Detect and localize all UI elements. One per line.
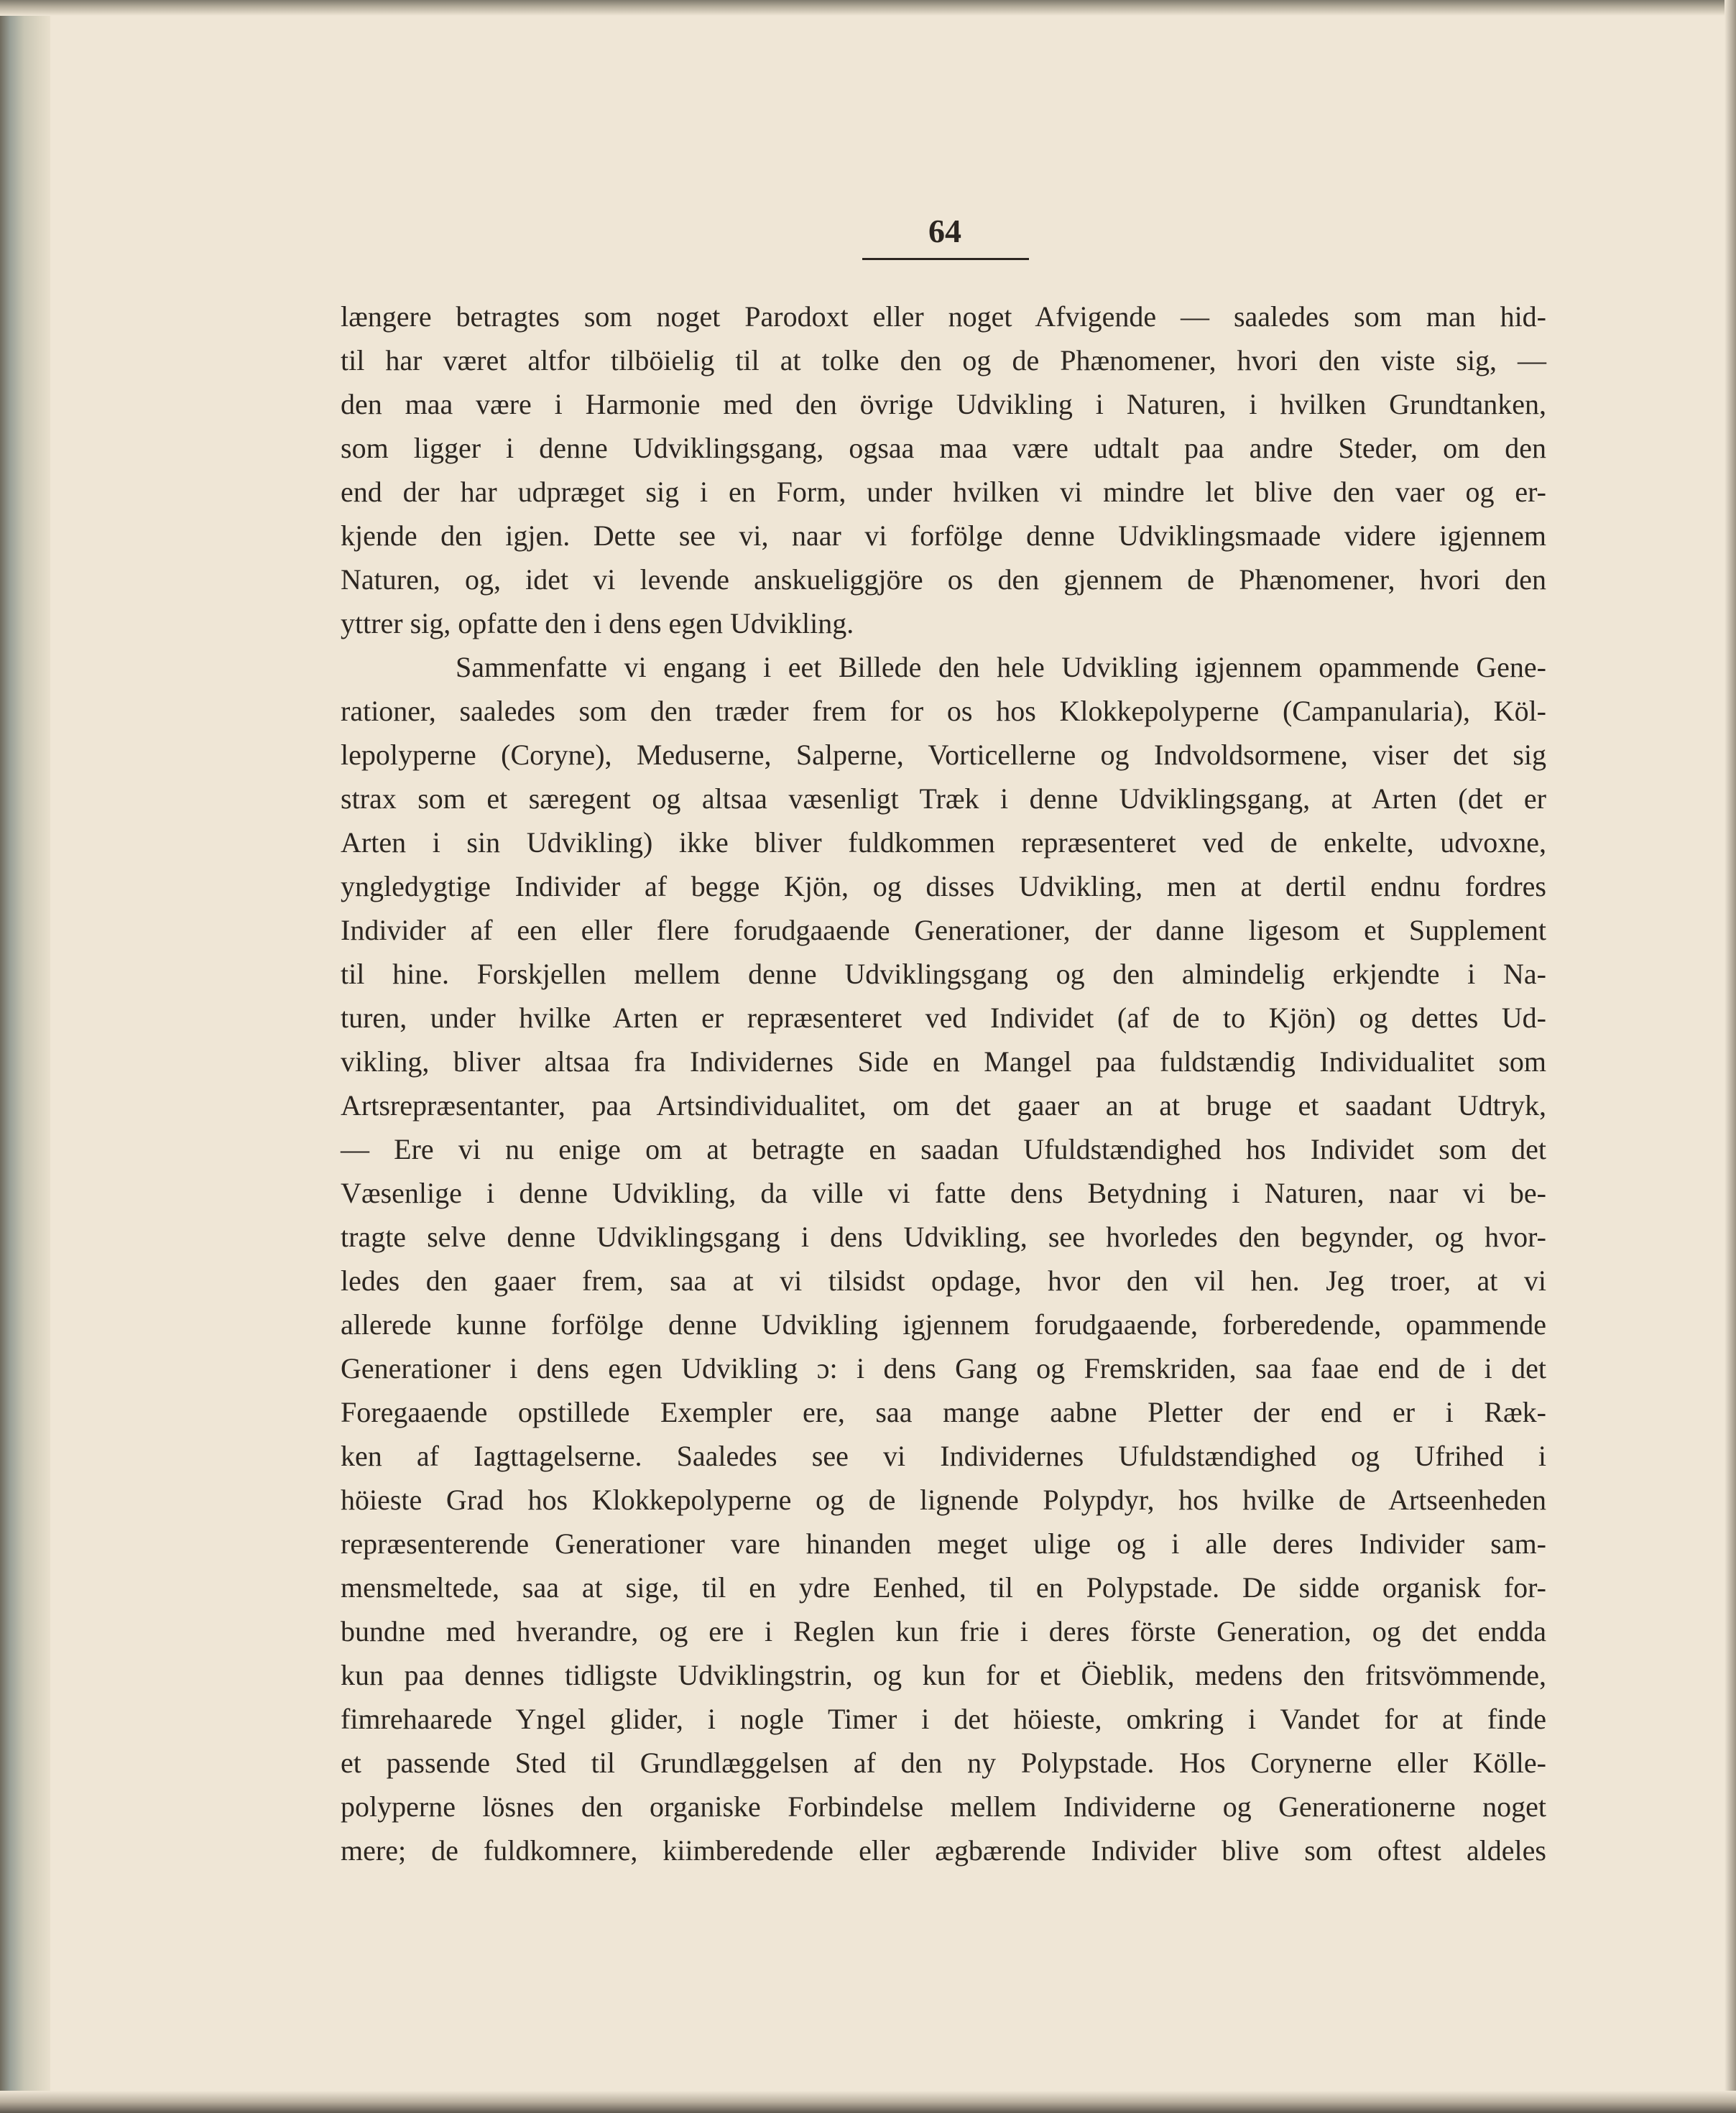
text-line: Foregaaende opstillede Exempler ere, saa mange aabne Pletter der end er i Ræk- (341, 1396, 1546, 1428)
text-line: Naturen, og, idet vi levende anskueliggjöre os den gjennem de Phænomener, hvori den (341, 563, 1546, 596)
text-line: Individer af een eller flere forudgaaende Generationer, der danne ligesom et Supplement (341, 914, 1546, 946)
text-line: et passende Sted til Grundlæggelsen af den ny Polypstade. Hos Corynerne eller Kölle- (341, 1747, 1546, 1779)
text-line: tragte selve denne Udviklingsgang i dens Udvikling, see hvorledes den begynder, og hvor- (341, 1221, 1546, 1253)
text-line: allerede kunne forfölge denne Udvikling igjennem forudgaaende, forberedende, opammende (341, 1308, 1546, 1341)
book-spine-edge (0, 0, 50, 2113)
text-line: den maa være i Harmonie med den övrige Udvikling i Naturen, i hvilken Grundtanken, (341, 388, 1546, 420)
text-line: mere; de fuldkomnere, kiimberedende eller ægbærende Individer blive som oftest aldeles (341, 1834, 1546, 1867)
text-line: Væsenlige i denne Udvikling, da ville vi fatte dens Betydning i Naturen, naar vi be- (341, 1177, 1546, 1209)
text-line: ledes den gaaer frem, saa at vi tilsidst opdage, hvor den vil hen. Jeg troer, at vi (341, 1264, 1546, 1297)
text-line: til hine. Forskjellen mellem denne Udviklingsgang og den almindelig erkjendte i Na- (341, 958, 1546, 990)
text-line: til har været altfor tilböielig til at tolke den og de Phænomener, hvori den viste sig, — (341, 344, 1546, 376)
text-line: mensmeltede, saa at sige, til en ydre Eenhed, til en Polypstade. De sidde organisk for- (341, 1571, 1546, 1604)
text-line: som ligger i denne Udviklingsgang, ogsaa maa være udtalt paa andre Steder, om den (341, 432, 1546, 464)
text-line: længere betragtes som noget Parodoxt eller noget Afvigende — saaledes som man hid- (341, 300, 1546, 333)
page-right-edge (1725, 0, 1736, 2113)
text-line: lepolyperne (Coryne), Meduserne, Salperne, Vorticellerne og Indvoldsormene, viser det sig (341, 739, 1546, 771)
text-line: fimrehaarede Yngel glider, i nogle Timer i det höieste, omkring i Vandet for at finde (341, 1703, 1546, 1735)
header-rule (862, 258, 1029, 260)
text-line: strax som et særegent og altsaa væsenligt Træk i denne Udviklingsgang, at Arten (det er (341, 782, 1546, 815)
text-line: kjende den igjen. Dette see vi, naar vi forfölge denne Udviklingsmaade videre igjennem (341, 519, 1546, 552)
text-line: kun paa dennes tidligste Udviklingstrin, og kun for et Öieblik, medens den fritsvömmende, (341, 1659, 1546, 1691)
text-line: bundne med hverandre, og ere i Reglen kun frie i deres förste Generation, og det endda (341, 1615, 1546, 1647)
text-line: ken af Iagttagelserne. Saaledes see vi Individernes Ufuldstændighed og Ufrihed i (341, 1440, 1546, 1472)
page-bottom-edge (0, 2091, 1736, 2113)
text-line: Generationer i dens egen Udvikling ɔ: i dens Gang og Fremskriden, saa faae end de i det (341, 1352, 1546, 1384)
text-line: polyperne lösnes den organiske Forbindelse mellem Individerne og Generationerne noget (341, 1790, 1546, 1823)
page-number: 64 (928, 213, 961, 249)
text-line: turen, under hvilke Arten er repræsenteret ved Individet (af de to Kjön) og dettes Ud- (341, 1002, 1546, 1034)
text-line: yngledygtige Individer af begge Kjön, og disses Udvikling, men at dertil endnu fordres (341, 870, 1546, 902)
text-line: Artsrepræsentanter, paa Artsindividualitet, om det gaaer an at bruge et saadant Udtryk, (341, 1089, 1546, 1122)
page-top-edge (0, 0, 1736, 16)
text-line: end der har udpræget sig i en Form, under hvilken vi mindre let blive den vaer og er- (341, 476, 1546, 508)
text-line: höieste Grad hos Klokkepolyperne og de lignende Polypdyr, hos hvilke de Artseenheden (341, 1484, 1546, 1516)
text-line: — Ere vi nu enige om at betragte en saadan Ufuldstændighed hos Individet som det (341, 1133, 1546, 1165)
text-line: Arten i sin Udvikling) ikke bliver fuldkommen repræsenteret ved de enkelte, udvoxne, (341, 826, 1546, 859)
text-line: vikling, bliver altsaa fra Individernes Side en Mangel paa fuldstændig Individualitet som (341, 1045, 1546, 1078)
text-line: rationer, saaledes som den træder frem for os hos Klokkepolyperne (Campanularia), Köl- (341, 695, 1546, 727)
body-text (341, 295, 1546, 1872)
text-line: Sammenfatte vi engang i eet Billede den hele Udvikling igjennem opammende Gene- (456, 651, 1546, 683)
text-line: repræsenterende Generationer vare hinanden meget ulige og i alle deres Individer sam- (341, 1527, 1546, 1560)
text-line: yttrer sig, opfatte den i dens egen Udvikling. (341, 607, 854, 639)
